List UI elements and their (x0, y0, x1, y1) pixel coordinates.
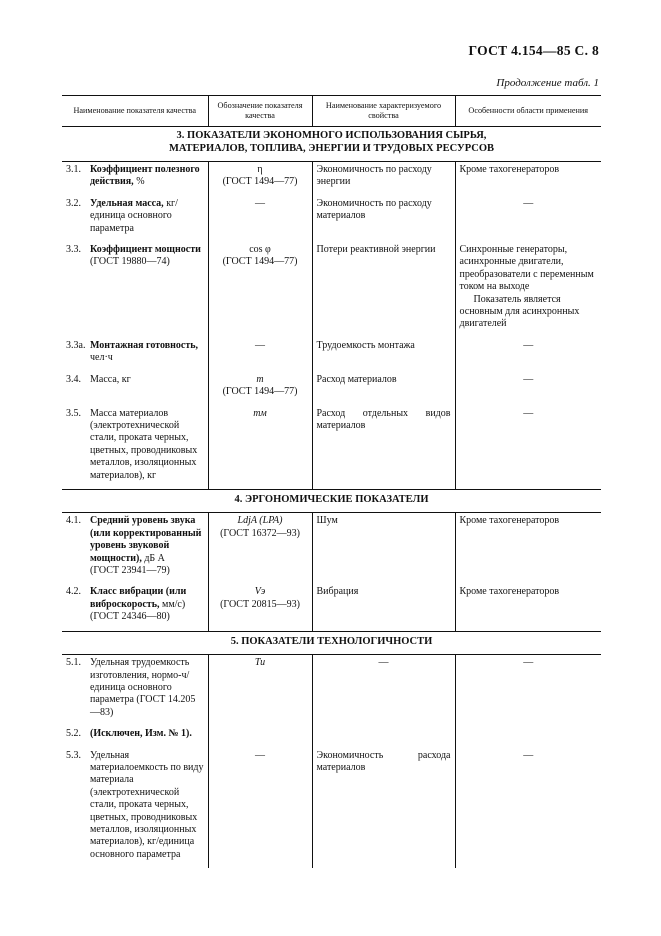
feature-cell: Кроме тахогенераторов (455, 513, 601, 585)
table-row (62, 655, 601, 727)
row-number: 3.4. (66, 373, 81, 385)
property-cell: Экономичность по расходу энергии (312, 162, 455, 196)
indicator-symbol-cell: Ти (208, 655, 312, 727)
feature-cell: — (455, 338, 601, 372)
feature-cell (455, 242, 601, 338)
property-cell: Потери реактивной энергии (312, 242, 455, 338)
table-row (62, 584, 601, 631)
row-number: 3.5. (66, 407, 81, 419)
indicator-symbol: η (257, 164, 263, 175)
property-cell: Экономичность по расходу материалов (312, 196, 455, 242)
table-row (62, 372, 601, 406)
table-continuation-label: Продолжение табл. 1 (496, 77, 599, 89)
indicator-symbol: cos φ (249, 244, 271, 256)
page-header-title: ГОСТ 4.154—85 С. 8 (468, 43, 599, 58)
indicator-name-cell (62, 406, 208, 490)
row-number: 3.3. (66, 244, 81, 256)
indicator-name-bold: Коэффициент полезного действия, (90, 164, 200, 188)
table-row (62, 726, 601, 747)
section-3-row (62, 127, 601, 162)
indicator-name-bold: (Исключен, Изм. № 1). (90, 728, 192, 740)
feature-cell: Кроме тахогенераторов (455, 584, 601, 631)
indicator-name: Удельная трудоемкость изготовления, нормо-ч/единица основного параметра (ГОСТ 14.205—83) (90, 657, 196, 718)
indicator-unit: дБ А (141, 552, 165, 564)
indicator-symbol-cell (208, 726, 312, 747)
feature-cell: — (455, 372, 601, 406)
indicator-name-bold: Удельная масса, (90, 197, 164, 209)
row-number: 5.2. (66, 728, 81, 740)
column-header-name: Наименование показателя качества (62, 96, 208, 127)
indicator-name-bold: Класс вибрации (или виброскорость, (90, 586, 187, 610)
property-cell (312, 726, 455, 747)
indicator-name-bold: Монтажная готовность, (90, 339, 199, 351)
indicator-symbol: m (256, 373, 264, 385)
indicator-symbol-cell (208, 513, 312, 585)
feature-cell: — (455, 748, 601, 869)
indicator-unit: мм/с) (159, 598, 186, 610)
property-cell: Шум (312, 513, 455, 585)
indicator-symbol-ref: (ГОСТ 16372—93) (220, 527, 300, 539)
indicator-name: Удельная материалоемкость по виду материала (электротехнической стали, проката черных, цветных, проводниковых металлов, изоляционных материалов), кг/единица основного параметра (90, 749, 204, 860)
indicator-name: Масса материалов (электротехнической стали, проката черных, цветных, проводниковых металлов, изоляционных материалов), кг (90, 407, 198, 481)
indicator-symbol-ref: (ГОСТ 1494—77) (222, 176, 298, 188)
indicator-symbol-cell: — (208, 196, 312, 242)
property-cell: — (312, 655, 455, 727)
indicator-unit: (ГОСТ 19880—74) (90, 256, 170, 268)
feature-cell (455, 726, 601, 747)
section-title: 3. ПОКАЗАТЕЛИ ЭКОНОМНОГО ИСПОЛЬЗОВАНИЯ СЫРЬЯ, МАТЕРИАЛОВ, ТОПЛИВА, ЭНЕРГИИ И ТРУДОВЫХ РЕСУРСОВ (62, 127, 601, 162)
row-number: 4.2. (66, 586, 81, 598)
table-row (62, 513, 601, 585)
indicator-symbol-cell: — (208, 748, 312, 869)
indicator-standard-ref: (ГОСТ 24346—80) (90, 611, 170, 623)
indicator-name: Масса, кг (90, 373, 131, 385)
row-number: 5.3. (66, 749, 81, 761)
property-cell: Расход материалов (312, 372, 455, 406)
table-row (62, 242, 601, 338)
indicator-symbol-cell (208, 162, 312, 196)
table-row (62, 338, 601, 372)
indicator-symbol: LdjA (LPA) (237, 515, 283, 527)
indicator-symbol-cell: mм (208, 406, 312, 490)
indicator-unit: чел·ч (90, 352, 113, 364)
indicator-symbol-ref: (ГОСТ 20815—93) (220, 598, 300, 610)
indicator-name-bold: Коэффициент мощности (90, 244, 201, 256)
indicator-symbol-cell (208, 372, 312, 406)
table-header-row (62, 96, 601, 127)
indicator-standard-ref: (ГОСТ 23941—79) (90, 565, 170, 577)
indicator-symbol-cell (208, 584, 312, 631)
property-cell: Расход отдельных видов материалов (312, 406, 455, 490)
indicator-unit: % (133, 176, 145, 188)
feature-text: Синхронные генераторы, асинхронные двигатели, преобразователи с переменным током на выходе (459, 244, 594, 293)
indicator-name-cell (62, 655, 208, 727)
indicator-name-cell (62, 162, 208, 196)
indicator-symbol: Vэ (254, 586, 266, 598)
feature-cell: Кроме тахогенераторов (455, 162, 601, 196)
row-number: 4.1. (66, 515, 81, 527)
row-number: 3.1. (66, 164, 81, 175)
indicator-name-cell (62, 584, 208, 631)
indicator-name-cell (62, 726, 208, 747)
quality-indicators-table (62, 95, 601, 868)
indicator-name-cell (62, 748, 208, 869)
feature-note: Показатель является основным для асинхронных двигателей (459, 293, 580, 330)
property-cell: Экономичность расхода материалов (312, 748, 455, 869)
feature-cell: — (455, 406, 601, 490)
indicator-name-cell (62, 338, 208, 372)
section-title: 4. ЭРГОНОМИЧЕСКИЕ ПОКАЗАТЕЛИ (62, 489, 601, 513)
indicator-name-cell (62, 513, 208, 585)
table-row (62, 748, 601, 869)
property-cell: Вибрация (312, 584, 455, 631)
indicator-symbol-ref: (ГОСТ 1494—77) (222, 256, 298, 268)
column-header-property: Наименование характеризуемого свойства (312, 96, 455, 127)
indicator-name-cell (62, 372, 208, 406)
row-number: 3.3а. (66, 339, 86, 351)
feature-cell: — (455, 655, 601, 727)
column-header-feature: Особенности области применения (455, 96, 601, 127)
indicator-name-cell (62, 242, 208, 338)
table-row (62, 196, 601, 242)
indicator-name-cell (62, 196, 208, 242)
feature-cell: — (455, 196, 601, 242)
section-5-row (62, 631, 601, 655)
section-title: 5. ПОКАЗАТЕЛИ ТЕХНОЛОГИЧНОСТИ (62, 631, 601, 655)
column-header-symbol: Обозначение показателя качества (208, 96, 312, 127)
table-row (62, 162, 601, 196)
indicator-unit: кг/единица основного параметра (90, 197, 178, 234)
indicator-symbol-ref: (ГОСТ 1494—77) (222, 386, 298, 398)
section-4-row (62, 489, 601, 513)
row-number: 3.2. (66, 197, 81, 209)
indicator-name-bold: Средний уровень звука (или корректированный уровень звуковой мощности), (90, 515, 202, 564)
indicator-symbol-cell (208, 242, 312, 338)
row-number: 5.1. (66, 657, 81, 669)
property-cell: Трудоемкость монтажа (312, 338, 455, 372)
table-row (62, 406, 601, 490)
indicator-symbol-cell: — (208, 338, 312, 372)
